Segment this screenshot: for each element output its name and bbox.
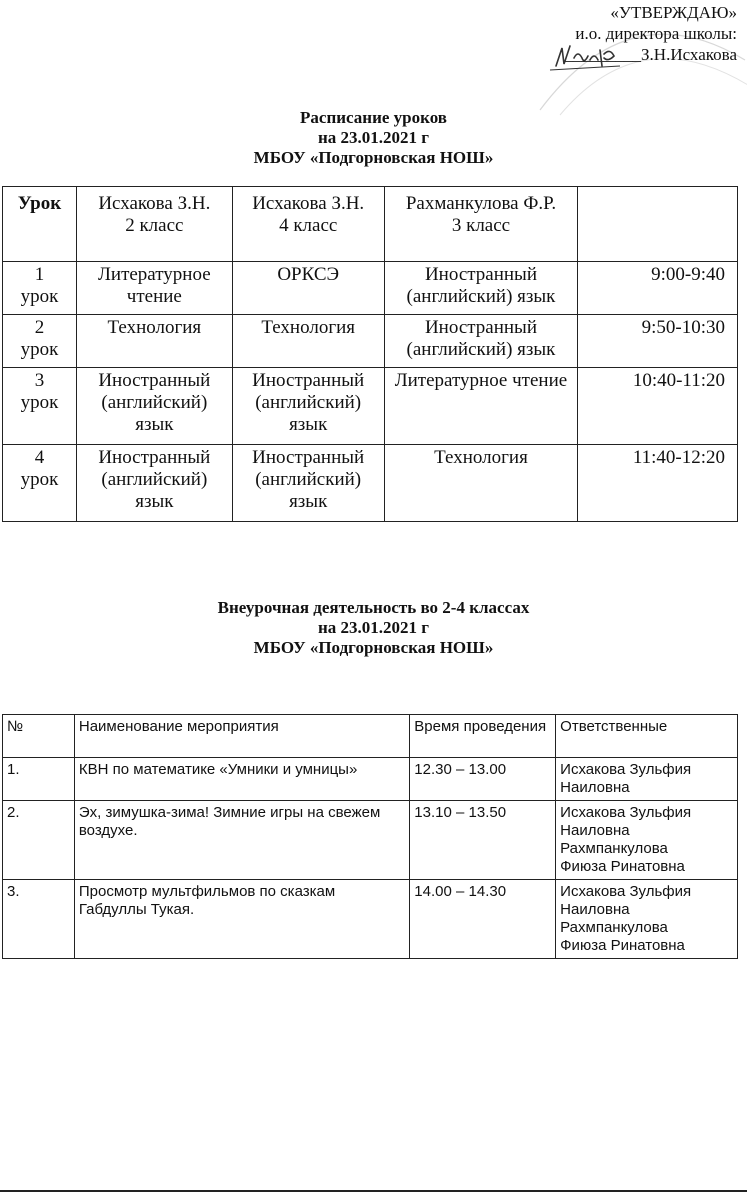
schedule-title: Расписание уроков <box>300 108 447 127</box>
lesson-time: 9:00-9:40 <box>578 262 738 315</box>
lesson-number: 4 <box>34 447 45 468</box>
lesson-class-3: Иностранный (английский) язык <box>384 315 578 368</box>
activities-school: МБОУ «Подгорновская НОШ» <box>253 638 494 657</box>
activity-row <box>3 880 738 959</box>
activity-name: Эх, зимушка-зима! Зимние игры на свежем воздухе. <box>74 801 409 880</box>
responsible-line: Исхакова Зульфия <box>560 883 692 900</box>
approval-position: и.о. директора школы: <box>575 24 737 43</box>
lesson-number-cell <box>3 368 77 445</box>
lesson-class-3: Технология <box>384 445 578 522</box>
responsible-line: Рахмпанкулова <box>560 840 668 857</box>
schedule-school: МБОУ «Подгорновская НОШ» <box>253 148 494 167</box>
lesson-time: 11:40-12:20 <box>578 445 738 522</box>
responsible-line: Фиюза Ринатовна <box>560 858 685 875</box>
activity-time: 14.00 – 14.30 <box>410 880 556 959</box>
lessons-table <box>2 186 738 522</box>
header-lesson-label: Урок <box>17 193 62 214</box>
approval-title: «УТВЕРЖДАЮ» <box>610 3 737 22</box>
lessons-header-row <box>3 187 738 262</box>
activity-responsible <box>556 880 738 959</box>
lesson-class-3: Литературное чтение <box>384 368 578 445</box>
activity-number: 2. <box>3 801 75 880</box>
lesson-class-3: Иностранный (английский) язык <box>384 262 578 315</box>
lesson-class-2: Литературное чтение <box>76 262 232 315</box>
lesson-time: 9:50-10:30 <box>578 315 738 368</box>
schedule-heading <box>0 108 747 168</box>
lesson-row <box>3 262 738 315</box>
header-class-4-grade: 4 класс <box>279 215 338 236</box>
responsible-line: Рахмпанкулова <box>560 919 668 936</box>
responsible-line: Исхакова Зульфия <box>560 761 692 778</box>
activities-date: на 23.01.2021 г <box>317 618 429 637</box>
scan-bottom-edge <box>0 1190 747 1192</box>
header-class-3-grade: 3 класс <box>451 215 511 236</box>
header-lesson <box>3 187 77 262</box>
activities-header-row <box>3 715 738 758</box>
header-class-3-teacher: Рахманкулова Ф.Р. <box>405 193 557 214</box>
responsible-line: Наиловна <box>560 901 630 918</box>
activity-name: Просмотр мультфильмов по сказкам Габдуллы Тукая. <box>74 880 409 959</box>
lesson-label: урок <box>20 392 59 413</box>
header-class-3 <box>384 187 578 262</box>
activity-responsible <box>556 801 738 880</box>
activity-time: 12.30 – 13.00 <box>410 758 556 801</box>
activity-time: 13.10 – 13.50 <box>410 801 556 880</box>
header-number: № <box>3 715 75 758</box>
header-responsible: Ответственные <box>556 715 738 758</box>
activities-title: Внеурочная деятельность во 2-4 классах <box>217 598 530 617</box>
activity-responsible <box>556 758 738 801</box>
header-class-4-teacher: Исхакова З.Н. <box>252 193 365 214</box>
lesson-row <box>3 368 738 445</box>
lesson-number: 1 <box>34 264 45 285</box>
schedule-date: на 23.01.2021 г <box>317 128 429 147</box>
activity-name: КВН по математике «Умники и умницы» <box>74 758 409 801</box>
lesson-class-2: Иностранный (английский) язык <box>76 368 232 445</box>
header-time <box>578 187 738 262</box>
lesson-row <box>3 315 738 368</box>
lesson-class-2: Технология <box>76 315 232 368</box>
lesson-number-cell <box>3 262 77 315</box>
responsible-line: Наиловна <box>560 822 630 839</box>
lesson-class-2: Иностранный (английский) язык <box>76 445 232 522</box>
lesson-class-4: Технология <box>232 315 384 368</box>
responsible-line: Наиловна <box>560 779 630 796</box>
header-class-2-grade: 2 класс <box>125 215 184 236</box>
activity-number: 3. <box>3 880 75 959</box>
responsible-line: Исхакова Зульфия <box>560 804 692 821</box>
handwritten-signature <box>548 36 628 76</box>
header-class-2 <box>76 187 232 262</box>
activities-table <box>2 714 738 959</box>
lesson-label: урок <box>20 339 59 360</box>
activity-row <box>3 758 738 801</box>
lesson-number: 3 <box>34 370 45 391</box>
lesson-number: 2 <box>34 317 45 338</box>
lesson-label: урок <box>20 286 59 307</box>
lesson-number-cell <box>3 315 77 368</box>
lesson-class-4: Иностранный (английский) язык <box>232 445 384 522</box>
activities-heading <box>0 598 747 658</box>
header-event-time: Время проведения <box>410 715 556 758</box>
header-class-4 <box>232 187 384 262</box>
lesson-class-4: Иностранный (английский) язык <box>232 368 384 445</box>
responsible-line: Фиюза Ринатовна <box>560 937 685 954</box>
lesson-row <box>3 445 738 522</box>
lesson-label: урок <box>20 469 59 490</box>
header-class-2-teacher: Исхакова З.Н. <box>98 193 211 214</box>
lesson-number-cell <box>3 445 77 522</box>
activity-row <box>3 801 738 880</box>
lesson-class-4: ОРКСЭ <box>232 262 384 315</box>
signature-underline: _________ <box>564 45 642 64</box>
lesson-time: 10:40-11:20 <box>578 368 738 445</box>
approval-name: З.Н.Исхакова <box>641 45 737 64</box>
header-event-name: Наименование мероприятия <box>74 715 409 758</box>
activity-number: 1. <box>3 758 75 801</box>
